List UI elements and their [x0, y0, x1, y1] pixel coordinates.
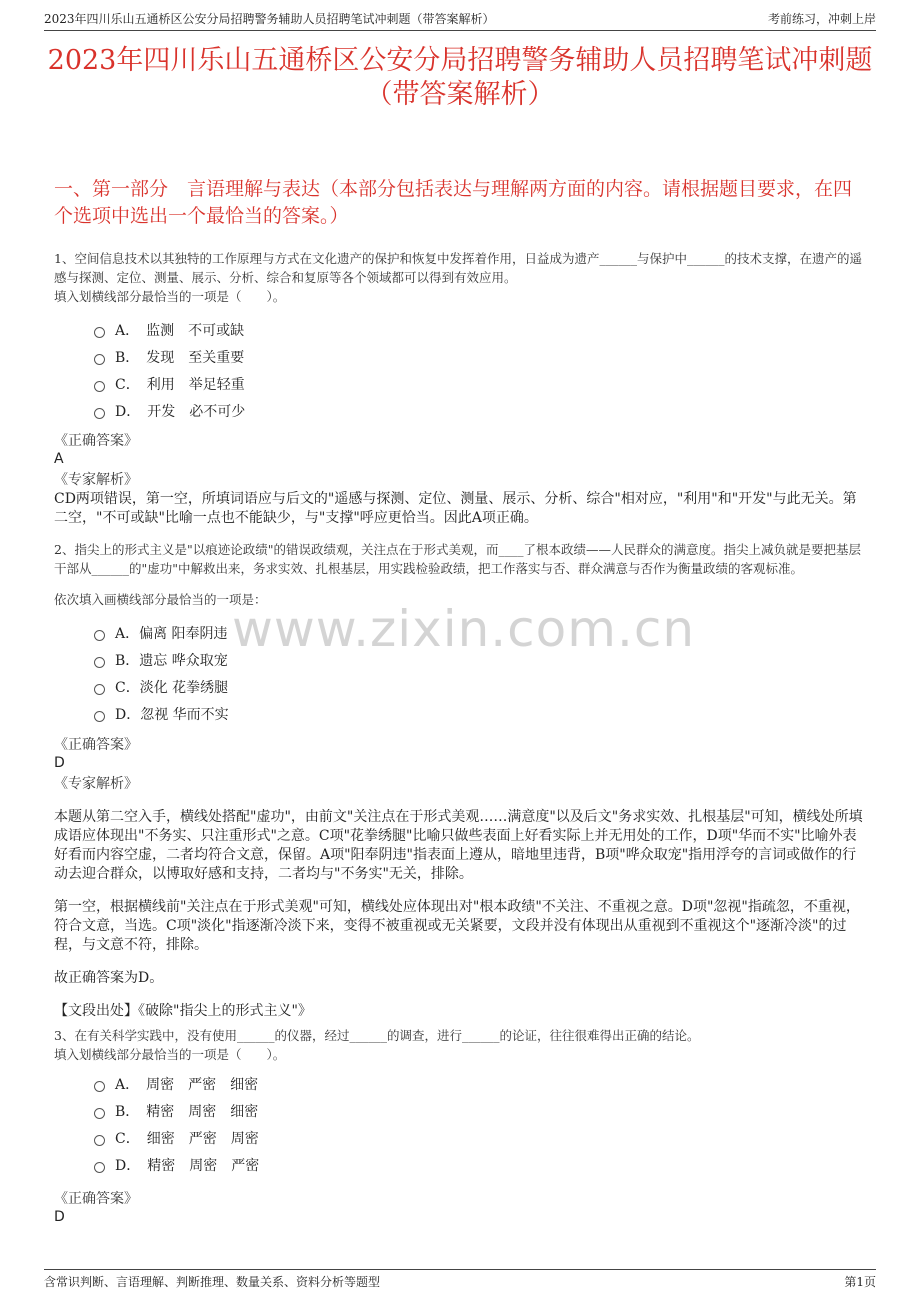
analysis-label: 《专家解析》: [54, 776, 138, 792]
option-label: D． 开发 必不可少: [115, 403, 246, 420]
answer-1: [54, 432, 864, 528]
analysis-conclusion: 故正确答案为D。: [54, 970, 164, 986]
option-c[interactable]: [94, 1124, 864, 1151]
watermark: www.zixin.com.cn: [232, 600, 696, 658]
radio-icon[interactable]: [94, 1162, 105, 1173]
option-label: B．遗忘 哗众取宠: [115, 652, 228, 669]
option-list: [94, 1070, 864, 1178]
option-a[interactable]: [94, 316, 864, 343]
option-c[interactable]: [94, 673, 864, 700]
answer-label: 《正确答案》: [54, 1191, 138, 1207]
footer-description: 含常识判断、言语理解、判断推理、数量关系、资料分析等题型: [44, 1275, 381, 1289]
radio-icon[interactable]: [94, 630, 105, 641]
analysis-text: CD两项错误，第一空，所填词语应与后文的"遥感与探测、定位、测量、展示、分析、综合"相对应，"利用"和"开发"与此无关。第二空，"不可或缺"比喻一点也不能缺少，与"支撑"呼应更恰当。因此A项正确。: [54, 491, 857, 526]
answer-value: D: [54, 1209, 65, 1225]
option-label: B． 发现 至关重要: [115, 349, 245, 366]
question-stem: 1、空间信息技术以其独特的工作原理与方式在文化遗产的保护和恢复中发挥着作用，日益成为遗产______与保护中______的技术支撑，在遗产的遥感与探测、定位、测量、展示、分析、综合和复原等各个领域都可以得到有效应用。: [54, 251, 862, 285]
answer-label: 《正确答案》: [54, 737, 138, 753]
option-d[interactable]: [94, 700, 864, 727]
answer-3: [54, 1190, 864, 1226]
radio-icon[interactable]: [94, 684, 105, 695]
answer-label: 《正确答案》: [54, 433, 138, 449]
analysis-paragraph: 本题从第二空入手，横线处搭配"虚功"，由前文"关注点在于形式美观……满意度"以及后文"务求实效、扎根基层"可知，横线处所填成语应体现出"不务实、只注重形式"之意。C项"花拳绣腿"比喻只做些表面上好看实际上并无用处的工作，D项"华而不实"比喻外表好看而内容空虚，二者均符合文意，保留。A项"阳奉阴违"指表面上遵从，暗地里违背，B项"哗众取宠"指用浮夸的言词或做作的行动去迎合群众，以博取好感和支持，二者均与"不务实"无关，排除。: [54, 809, 863, 882]
page-title: 2023年四川乐山五通桥区公安分局招聘警务辅助人员招聘笔试冲刺题（带答案解析）: [47, 45, 873, 110]
option-label: A． 周密 严密 细密: [115, 1076, 259, 1093]
radio-icon[interactable]: [94, 1108, 105, 1119]
option-label: C． 细密 严密 周密: [115, 1130, 259, 1147]
option-d[interactable]: [94, 1151, 864, 1178]
radio-icon[interactable]: [94, 657, 105, 668]
option-d[interactable]: [94, 397, 864, 424]
source-citation: 【文段出处】《破除"指尖上的形式主义"》: [54, 1003, 312, 1019]
radio-icon[interactable]: [94, 408, 105, 419]
question-3: [54, 1026, 864, 1178]
radio-icon[interactable]: [94, 354, 105, 365]
radio-icon[interactable]: [94, 327, 105, 338]
radio-icon[interactable]: [94, 381, 105, 392]
option-label: C． 利用 举足轻重: [115, 376, 245, 393]
question-prompt: 依次填入画横线部分最恰当的一项是：: [54, 592, 267, 607]
analysis-paragraph: 第一空，根据横线前"关注点在于形式美观"可知，横线处应体现出对"根本政绩"不关注、不重视之意。D项"忽视"指疏忽，不重视，符合文意，当选。C项"淡化"指逐渐冷淡下来，变得不被重视或无关紧要，文段并没有体现出从重视到不重视这个"逐渐冷淡"的过程，与文意不符，排除。: [54, 899, 860, 953]
page-footer: [44, 1269, 876, 1290]
page-number: 第1页: [844, 1275, 876, 1289]
header-doc-title: 2023年四川乐山五通桥区公安分局招聘警务辅助人员招聘笔试冲刺题（带答案解析）: [44, 12, 495, 26]
question-prompt: 填入划横线部分最恰当的一项是（ ）。: [54, 289, 286, 304]
question-prompt: 填入划横线部分最恰当的一项是（ ）。: [54, 1047, 286, 1062]
option-a[interactable]: [94, 1070, 864, 1097]
option-label: A．偏离 阳奉阴违: [115, 625, 228, 642]
option-label: C．淡化 花拳绣腿: [115, 679, 229, 696]
option-label: D．忽视 华而不实: [115, 706, 229, 723]
answer-value: D: [54, 755, 65, 771]
option-c[interactable]: [94, 370, 864, 397]
option-label: B． 精密 周密 细密: [115, 1103, 259, 1120]
option-label: D． 精密 周密 严密: [115, 1157, 260, 1174]
option-label: A． 监测 不可或缺: [115, 322, 245, 339]
analysis-label: 《专家解析》: [54, 472, 138, 488]
option-b[interactable]: [94, 343, 864, 370]
answer-value: A: [54, 451, 64, 467]
radio-icon[interactable]: [94, 711, 105, 722]
option-list: [94, 316, 864, 424]
radio-icon[interactable]: [94, 1135, 105, 1146]
question-1: [54, 249, 864, 424]
option-b[interactable]: [94, 1097, 864, 1124]
section-heading: 一、第一部分 言语理解与表达（本部分包括表达与理解两方面的内容。请根据题目要求，在四个选项中选出一个最恰当的答案。）: [54, 178, 853, 227]
question-stem: 3、在有关科学实践中，没有使用______的仪器，经过______的调查，进行______的论证，往往很难得出正确的结论。: [54, 1028, 700, 1043]
answer-2: [54, 736, 864, 1021]
radio-icon[interactable]: [94, 1081, 105, 1092]
page-header: [44, 10, 876, 31]
header-slogan: 考前练习，冲刺上岸: [767, 12, 876, 26]
question-stem: 2、指尖上的形式主义是"以痕迹论政绩"的错误政绩观，关注点在于形式美观，而____了根本政绩——人民群众的满意度。指尖上减负就是要把基层干部从______的"虚功"中解救出来，务求实效、扎根基层，用实践检验政绩，把工作落实与否、群众满意与否作为衡量政绩的客观标准。: [54, 542, 861, 576]
